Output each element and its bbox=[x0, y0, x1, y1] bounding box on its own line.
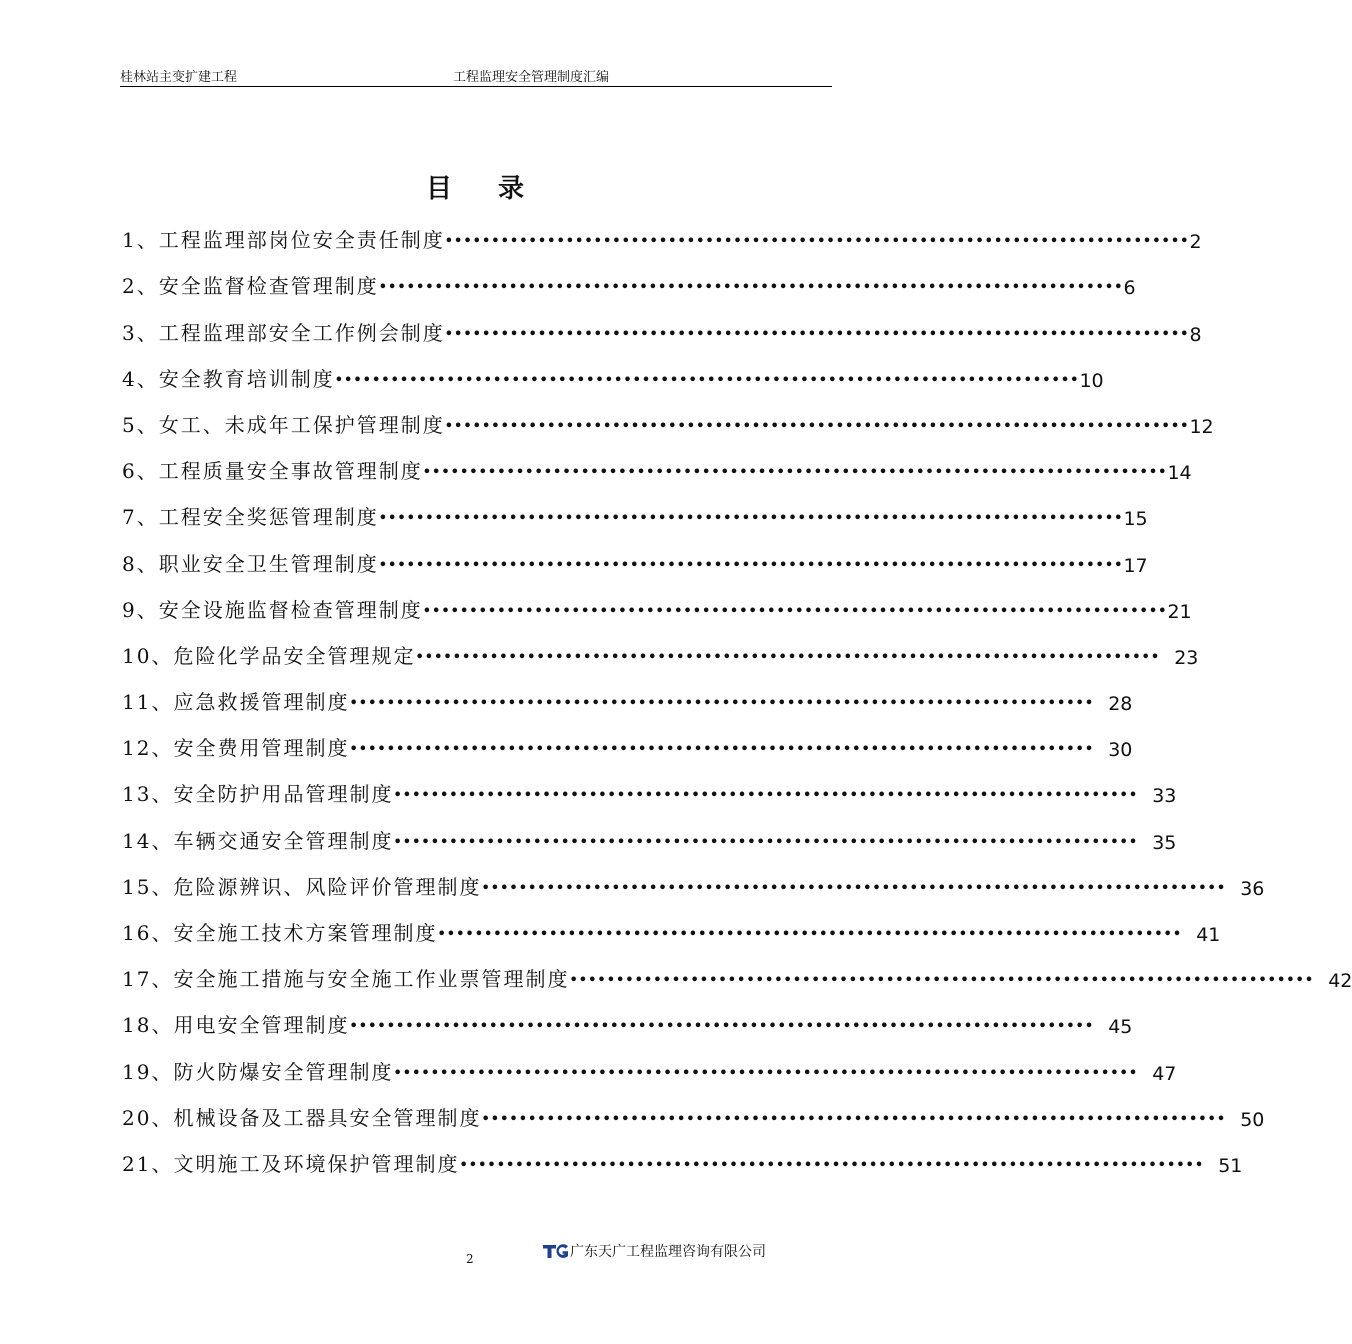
toc-leader-dots: •••••••••••••••••••••••••••••••••••••••••••••••••••••••••••••••••••••••••••••••• bbox=[393, 788, 1139, 804]
toc-entry-page: 35 bbox=[1152, 831, 1177, 854]
footer-page-number: 2 bbox=[466, 1252, 474, 1266]
toc-entry-page: 12 bbox=[1189, 415, 1214, 438]
toc-entry-label: 17、安全施工措施与安全施工作业票管理制度 bbox=[122, 967, 570, 992]
toc-leader-dots: •••••••••••••••••••••••••••••••••••••••••••••••••••••••••••••••••••••••••••••••• bbox=[444, 234, 1190, 250]
toc-entry[interactable] bbox=[122, 490, 1148, 536]
toc-entry-page: 42 bbox=[1328, 970, 1352, 993]
toc-entry[interactable] bbox=[122, 721, 1133, 767]
toc-entry[interactable] bbox=[122, 813, 1177, 859]
toc-entry[interactable] bbox=[122, 352, 1104, 398]
toc-entry[interactable] bbox=[122, 675, 1133, 721]
header-document-title: 工程监理安全管理制度汇编 bbox=[453, 70, 610, 85]
toc-entry-label: 10、危险化学品安全管理规定 bbox=[122, 643, 416, 668]
toc-entry[interactable] bbox=[122, 305, 1202, 351]
toc-leader-dots: •••••••••••••••••••••••••••••••••••••••••••••••••••••••••••••••••••••••••••••••• bbox=[422, 465, 1168, 481]
toc-entry[interactable] bbox=[122, 259, 1136, 305]
toc-leader-dots: •••••••••••••••••••••••••••••••••••••••••••••••••••••••••••••••••••••••••••••••• bbox=[349, 1019, 1095, 1035]
toc-entry-label: 12、安全费用管理制度 bbox=[122, 736, 350, 761]
toc-entry-label: 19、防火防爆安全管理制度 bbox=[122, 1059, 394, 1084]
toc-entry-page: 47 bbox=[1152, 1062, 1177, 1085]
toc-entry-label: 18、用电安全管理制度 bbox=[122, 1013, 350, 1038]
toc-entry[interactable] bbox=[122, 906, 1221, 952]
toc-entry-page: 41 bbox=[1196, 924, 1221, 946]
toc-entry-label: 16、安全施工技术方案管理制度 bbox=[122, 921, 438, 945]
toc-entry-page: 14 bbox=[1167, 462, 1192, 485]
toc-entry-page: 30 bbox=[1108, 739, 1133, 762]
toc-leader-dots: •••••••••••••••••••••••••••••••••••••••••••••••••••••••••••••••••••••••••••••••• bbox=[393, 834, 1139, 850]
tg-logo-icon bbox=[543, 1243, 569, 1259]
toc-entry-page: 15 bbox=[1123, 508, 1148, 531]
header-project-name: 桂林站主变扩建工程 bbox=[120, 70, 238, 85]
toc-entry-label: 15、危险源辨识、风险评价管理制度 bbox=[122, 874, 482, 899]
toc-entry-label: 6、工程质量安全事故管理制度 bbox=[122, 459, 423, 484]
toc-entry-label: 13、安全防护用品管理制度 bbox=[122, 782, 394, 807]
toc-entry[interactable] bbox=[122, 860, 1265, 906]
toc-entry-label: 3、工程监理部安全工作例会制度 bbox=[122, 320, 445, 345]
toc-entry-page: 36 bbox=[1240, 877, 1265, 900]
toc-entry-label: 20、机械设备及工器具安全管理制度 bbox=[122, 1105, 482, 1130]
toc-entry[interactable] bbox=[122, 213, 1202, 259]
toc-entry[interactable] bbox=[122, 583, 1192, 629]
toc-entry[interactable] bbox=[122, 398, 1214, 444]
toc-entry-label: 21、文明施工及环境保护管理制度 bbox=[122, 1151, 460, 1176]
toc-leader-dots: •••••••••••••••••••••••••••••••••••••••••••••••••••••••••••••••••••••••••••••••• bbox=[422, 603, 1168, 619]
toc-entry-page: 17 bbox=[1123, 554, 1148, 577]
toc-entry-page: 28 bbox=[1108, 693, 1133, 716]
toc-leader-dots: •••••••••••••••••••••••••••••••••••••••••••••••••••••••••••••••••••••••••••••••• bbox=[334, 372, 1080, 388]
toc-entry[interactable] bbox=[122, 1137, 1243, 1183]
toc-leader-dots: •••••••••••••••••••••••••••••••••••••••••••••••••••••••••••••••••••••••••••••••• bbox=[437, 927, 1183, 942]
toc-leader-dots: •••••••••••••••••••••••••••••••••••••••••••••••••••••••••••••••••••••••••••••••• bbox=[415, 649, 1161, 665]
toc-entry[interactable] bbox=[122, 1091, 1265, 1137]
toc-entry-page: 51 bbox=[1218, 1154, 1243, 1177]
toc-entry-page: 33 bbox=[1152, 785, 1177, 808]
toc-entry[interactable] bbox=[122, 536, 1148, 582]
toc-leader-dots: •••••••••••••••••••••••••••••••••••••••••••••••••••••••••••••••••••••••••••••••• bbox=[459, 1157, 1205, 1173]
toc-leader-dots: •••••••••••••••••••••••••••••••••••••••••••••••••••••••••••••••••••••••••••••••• bbox=[444, 418, 1190, 434]
toc-entry-label: 4、安全教育培训制度 bbox=[122, 366, 335, 391]
toc-entry[interactable] bbox=[122, 952, 1352, 998]
toc-entry[interactable] bbox=[122, 767, 1177, 813]
toc-leader-dots: •••••••••••••••••••••••••••••••••••••••••••••••••••••••••••••••••••••••••••••••• bbox=[444, 326, 1190, 342]
toc-title: 目录 bbox=[425, 174, 570, 204]
toc-leader-dots: •••••••••••••••••••••••••••••••••••••••••••••••••••••••••••••••••••••••••••••••• bbox=[481, 1111, 1227, 1127]
company-name: 广东天广工程监理咨询有限公司 bbox=[570, 1244, 766, 1260]
toc-leader-dots: •••••••••••••••••••••••••••••••••••••••••••••••••••••••••••••••••••••••••••••••• bbox=[349, 696, 1095, 712]
toc-entry-page: 21 bbox=[1167, 600, 1192, 623]
toc-entry[interactable] bbox=[122, 998, 1133, 1044]
page-header bbox=[120, 66, 832, 86]
toc-entry-page: 8 bbox=[1189, 323, 1202, 346]
table-of-contents bbox=[122, 213, 1352, 1183]
header-divider bbox=[120, 86, 832, 87]
toc-entry-page: 50 bbox=[1240, 1108, 1265, 1131]
toc-leader-dots: •••••••••••••••••••••••••••••••••••••••••••••••••••••••••••••••••••••••••••••••• bbox=[378, 280, 1124, 296]
toc-entry-label: 8、职业安全卫生管理制度 bbox=[122, 551, 379, 576]
toc-entry[interactable] bbox=[122, 1044, 1177, 1090]
toc-leader-dots: •••••••••••••••••••••••••••••••••••••••••••••••••••••••••••••••••••••••••••••••• bbox=[378, 557, 1124, 573]
toc-leader-dots: •••••••••••••••••••••••••••••••••••••••••••••••••••••••••••••••••••••••••••••••• bbox=[569, 973, 1315, 989]
toc-entry-label: 5、女工、未成年工保护管理制度 bbox=[122, 412, 445, 437]
toc-leader-dots: •••••••••••••••••••••••••••••••••••••••••••••••••••••••••••••••••••••••••••••••• bbox=[393, 1065, 1139, 1081]
toc-entry-page: 45 bbox=[1108, 1016, 1133, 1039]
toc-entry-label: 9、安全设施监督检查管理制度 bbox=[122, 597, 423, 622]
toc-entry-page: 23 bbox=[1174, 646, 1199, 669]
toc-entry-label: 1、工程监理部岗位安全责任制度 bbox=[122, 228, 445, 253]
toc-entry-page: 2 bbox=[1189, 231, 1202, 254]
toc-entry-label: 7、工程安全奖惩管理制度 bbox=[122, 505, 379, 530]
toc-entry-page: 10 bbox=[1079, 369, 1104, 392]
toc-entry-label: 11、应急救援管理制度 bbox=[122, 690, 350, 715]
toc-leader-dots: •••••••••••••••••••••••••••••••••••••••••••••••••••••••••••••••••••••••••••••••• bbox=[349, 742, 1095, 758]
toc-entry-label: 2、安全监督检查管理制度 bbox=[122, 274, 379, 299]
toc-entry[interactable] bbox=[122, 444, 1192, 490]
toc-leader-dots: •••••••••••••••••••••••••••••••••••••••••••••••••••••••••••••••••••••••••••••••• bbox=[378, 511, 1124, 527]
toc-entry[interactable] bbox=[122, 629, 1199, 675]
toc-leader-dots: •••••••••••••••••••••••••••••••••••••••••••••••••••••••••••••••••••••••••••••••• bbox=[481, 880, 1227, 896]
toc-entry-label: 14、车辆交通安全管理制度 bbox=[122, 828, 394, 853]
footer-company bbox=[543, 1241, 766, 1261]
toc-entry-page: 6 bbox=[1123, 277, 1136, 300]
